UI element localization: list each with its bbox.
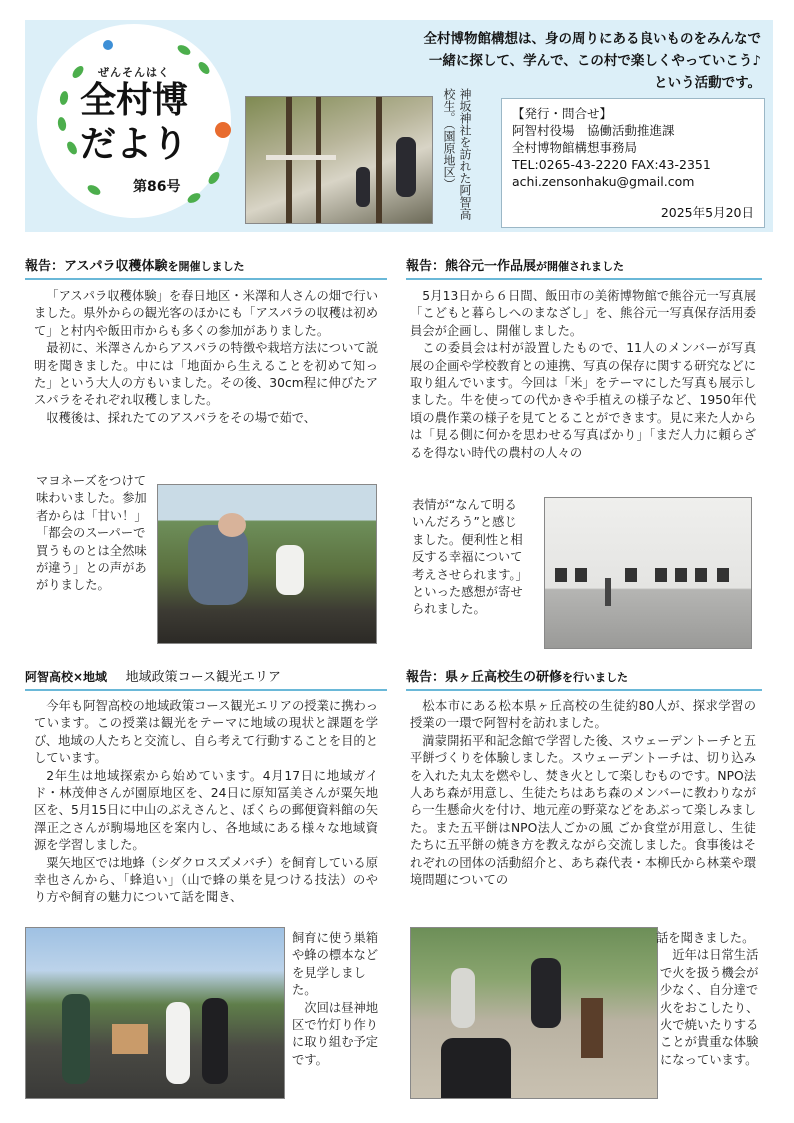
achi-high-body bbox=[34, 698, 378, 907]
matsumoto-body bbox=[410, 698, 756, 889]
paragraph: 次回は昼神地区で竹灯り作りに取り組む予定です。 bbox=[292, 1000, 379, 1067]
paragraph: この委員会は村が設置したもので、11人のメンバーが写真展の企画や学校教育との連携、写真の保存に関する研究などに取り組んでいます。今回は「米」をテーマにした写真も展示しました。牛を使っての代かきや手植えの様子など、1950年代頃の農作業の様子を見てとることができます。見に来た人からは「見る側に何かを思わせる写真ばかり」「まだ人力に頼らざるを得ない時代の農村の人々の bbox=[410, 341, 756, 460]
kumagai-exhibition-heading bbox=[406, 255, 762, 280]
kumagai-body-continued: 表情が“なんて明るいんだろう”と感じました。便利性と相反する幸福について考えさせられます。」といった感想が寄せられました。 bbox=[412, 498, 523, 617]
slogan bbox=[421, 28, 761, 94]
asparagus-body bbox=[34, 288, 378, 427]
kumagai-body bbox=[410, 288, 756, 462]
heading-main: 報告：県ヶ丘高校生の研修 bbox=[406, 670, 563, 685]
achi-high-body-continued bbox=[292, 930, 384, 1069]
swedish-torch-photo bbox=[410, 927, 658, 1099]
info-department: 阿智村役場 協働活動推進課 bbox=[512, 123, 675, 138]
paragraph: 近年は日常生活で火を扱う機会が少なく、自分達で火をおこしたり、火で焼いたりすることが貴重な体験になっています。 bbox=[660, 948, 759, 1067]
newsletter-header bbox=[25, 20, 773, 232]
heading-tag: 阿智高校×地域 bbox=[25, 670, 108, 684]
leaf-decoration bbox=[86, 183, 102, 197]
leaf-decoration bbox=[186, 191, 202, 205]
logo-title-line2: だより bbox=[79, 124, 188, 165]
matsumoto-training-heading bbox=[406, 666, 762, 691]
flower-icon bbox=[103, 40, 113, 50]
info-heading: 【発行・問合せ】 bbox=[512, 106, 613, 121]
leaf-decoration bbox=[176, 43, 192, 57]
info-office: 全村博物館構想事務局 bbox=[512, 140, 638, 155]
paragraph: 収穫後は、採れたてのアスパラをその場で茹で、 bbox=[46, 410, 317, 425]
paragraph: 松本市にある松本県ヶ丘高校の生徒約80人が、探求学習の授業の一環で阿智村を訪れました。 bbox=[410, 699, 756, 731]
asparagus-heading bbox=[25, 255, 387, 280]
heading-main: 地域政策コース観光エリア bbox=[125, 670, 281, 685]
paragraph: 今年も阿智高校の地域政策コース観光エリアの授業に携わっています。この授業は観光をテーマに地域の現状と課題を学び、地域の人たちと交流し、自ら考えて行動することを目的としています。 bbox=[34, 699, 378, 766]
slogan-line: 一緒に探して、学んで、この村で楽しくやっていこう♪ bbox=[428, 53, 761, 69]
slogan-line: という活動です。 bbox=[654, 75, 761, 91]
heading-main: 報告：熊谷元一作品展 bbox=[406, 259, 537, 274]
shrine-visit-photo bbox=[245, 96, 433, 224]
slogan-line: 全村博物館構想は、身の周りにある良いものをみんなで bbox=[423, 31, 761, 47]
paragraph: 2年生は地域探索から始めています。4月17日に地域ガイド・林茂伸さんが園原地区を、24日に原知冨美さんが粟矢地区を、5月15日に中山のぶえさんと、ぼくらの郵便資料館の矢澤正之さんが駒場地区を案内し、各地域にある様々な地域資源を学習しました。 bbox=[34, 768, 378, 853]
paragraph: 満蒙開拓平和記念館で学習した後、スウェーデントーチと五平餅づくりを体験しました。スウェーデントーチは、切り込みを入れた丸太を燃やし、焚き火として楽しむものです。NPO法人あち森が用意し、生徒たちはあち森のメンバーに教わりながら一生懸命火を付け、地元産の野菜などをあぶって楽しみました。また五平餅はNPO法人ごかの風 ごか食堂が用意し、生徒たちに五平餅の焼き方を教えながら交流しました。食事後はそれぞれの団体の活動紹介と、あち森代表・本柳氏から林業や環境問題についての bbox=[410, 733, 756, 888]
photo-caption: 神坂神社を訪れた阿智高校生。（園原地区） bbox=[442, 88, 472, 220]
asparagus-harvest-photo bbox=[157, 484, 377, 644]
paragraph: 最初に、米澤さんからアスパラの特徴や栽培方法について説明を聞きました。中には「地面から生えることを初めて知った」という大人の方もいました。その後、30cm程に伸びたアスパラをそれぞれ収穫しました。 bbox=[34, 341, 378, 408]
achi-high-heading bbox=[25, 666, 387, 691]
logo bbox=[37, 24, 231, 218]
beekeeping-visit-photo bbox=[25, 927, 285, 1099]
asparagus-body-continued: マヨネーズをつけて味わいました。参加者からは「甘い！」「都会のスーパーで買うものとは全然味が違う」との声があがりました。 bbox=[36, 474, 147, 593]
issue-date: 2025年5月20日 bbox=[660, 205, 754, 220]
matsumoto-body-continued bbox=[656, 930, 764, 1069]
paragraph: 飼育に使う巣箱や蜂の標本などを見学しました。 bbox=[292, 931, 379, 998]
gallery-exhibition-photo bbox=[544, 497, 752, 649]
paragraph: 粟矢地区では地蜂（シダクロスズメバチ）を飼育している原幸也さんから、「蜂追い」（山で蜂の巣を見つける技法）のやり方や飼育の魅力について話を聞き、 bbox=[34, 855, 378, 905]
heading-sub: を行いました bbox=[562, 671, 629, 684]
logo-title-line1: 全村博 bbox=[79, 80, 188, 121]
leaf-decoration bbox=[206, 170, 221, 186]
heading-main: 報告：アスパラ収穫体験 bbox=[25, 259, 168, 274]
paragraph: 話を聞きました。 bbox=[656, 931, 755, 945]
info-phone: TEL:0265-43-2220 FAX:43-2351 bbox=[512, 157, 711, 172]
paragraph: 「アスパラ収穫体験」を春日地区・米澤和人さんの畑で行いました。県外からの観光客のほかにも「アスパラの収穫は初めて」と村内や飯田市からも多くの参加がありました。 bbox=[34, 289, 378, 338]
contact-info-box bbox=[501, 98, 765, 228]
heading-sub: を開催しました bbox=[167, 260, 245, 273]
logo-ruby: ぜんそんはく bbox=[98, 66, 170, 79]
paragraph: 5月13日から６日間、飯田市の美術博物館で熊谷元一写真展「こどもと暮らしへのまなざし」を、熊谷元一写真保存活用委員会が企画し、開催しました。 bbox=[410, 289, 756, 338]
info-email: achi.zensonhaku@gmail.com bbox=[512, 174, 695, 189]
heading-sub: が開催されました bbox=[536, 260, 625, 273]
issue-number: 第86号 bbox=[133, 179, 181, 195]
